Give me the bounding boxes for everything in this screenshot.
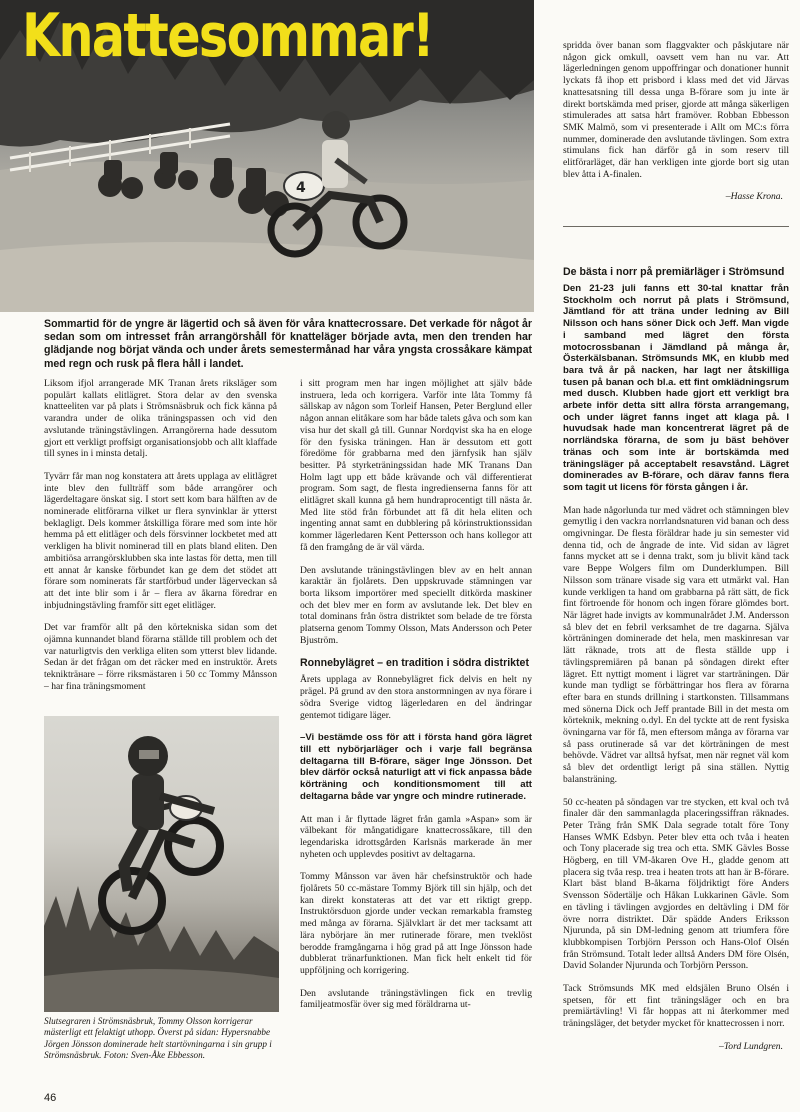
paragraph: Liksom ifjol arrangerade MK Tranan årets riksläger som populärt kallats elitlägret. Stora delar av den svenska knatteeliten var på plats i Strömsnäsbruk och fick känna på varandra under de olika träningspassen och vid den avslutande träningstävlingen. Arrangörerna hade dessutom gjort ett verkligt proffsigt organisationsjobb och allt klaffade till synes in i minsta detalj. bbox=[44, 378, 277, 460]
photo-caption: Slutsegraren i Strömsnäsbruk, Tommy Olsson korrigerar mästerligt ett felaktigt uthopp. Överst på sidan: Hypersnabbe Jörgen Jönsson dominerade helt startövningarna i sin grupp i Strömsnäsbruk. Foton: Sven-Åke Ebbesson. bbox=[44, 1016, 272, 1060]
intro-paragraph: Sommartid för de yngre är lägertid och så även för våra knattecrossare. Det verkade för något år sedan som om intresset från arrangörshåll för knatteläger började avta, men den trenden har glädjande nog börjat vända och under årets semestermånad har våra yngsta crossåkare kämpat med regn och rusk på flera håll i landet. bbox=[44, 318, 532, 370]
paragraph: Tommy Månsson var även här chefsinstruktör och hade fjolårets 50 cc-mästare Tommy Björk till sin hjälp, och det kan direkt konstateras att det var ett riktigt grepp. Instruktörsduon gjorde under veckan remarkabla framsteg med många av förarna. Självklart är det mer tacksamt att lära nybörjare än mer rutinerade förare, men tveklöst berodde framgångarna i hög grad på att Inge Jönsson hade dubblerat tränarfunktionen. Man fick helt enkelt tid för uppföljning och korrigering. bbox=[300, 871, 532, 976]
paragraph: 50 cc-heaten på söndagen var tre stycken, ett kval och två finaler där den sammanlagda placeringssiffran räknades. Peter Träng från SMK Dala segrade totalt före Tony Hanses WMK Edsbyn. Peter blev etta och tvåa i heaten och Tony placerade sig trea och etta. SMK Gävles Bosse Högberg, en till VM-åkaren Ove H., gladde genom att placera sig tvåa resp. trea i heaten trots att han är B-förare. Klart bäst bland B-åkarna följdriktigt före Anders Svensson Södertälje och Håkan Lukkarinen Gävle. Som en tävling i tävlingen avgjordes en deltävling i DM för övre norra distriktet. Där spädde Anders Eriksson Njurunda, på sin DM-ledning genom att triumfera före klubbkompisen Torbjörn Persson och Hans-Olof Olsén från Strömsund. Totalt leder alltså Anders DM före Olsén, David Solander Njurunda och Torbjörn Persson. bbox=[563, 796, 789, 972]
page-number: 46 bbox=[44, 1092, 57, 1104]
column-3-top bbox=[563, 40, 789, 203]
quote-paragraph: –Vi bestämde oss för att i första hand göra lägret till ett nybörjarläger och i varje fall begränsa deltagarna till B-förare, säger Inge Jönsson. Det blev därför också naturligt att vi fick anpassa både körträning och konditionsmoment till att deltagarna både var yngre och mindre rutinerade. bbox=[300, 732, 532, 802]
section-heading-ronneby: Ronnebylägret – en tradition i södra distriktet bbox=[300, 657, 529, 670]
paragraph: Den avslutande träningstävlingen blev av en helt annan karaktär än fjolårets. Den uppskruvade stämningen var borta liksom importörer med speciellt ditkörda maskiner och det blev mer en form av avslutande lek. Det blev en total dominans från östra distriktet som belade de tre första platserna genom Tommy Olsson, Mats Andersson och Peter Bjuström. bbox=[300, 564, 532, 646]
paragraph: i sitt program men har ingen möjlighet att själv både instruera, leda och korrigera. Varför inte låta Tommy få sällskap av någon som Torleif Hansen, Peter Berglund eller någon annan elitåkare som har både talets gåva och som kan visa hur det skall gå till. Gunnar Nordqvist ska ha en eloge för den fysiska träningen. Han är dessutom ett gott föredöme för grabbarna med den järnfysik han själv besitter. På styrketräningssidan hade MK Tranans Dan Holm lagt upp ett både krävande och väl differentierat program. Som sagt, de flesta ingredienserna fanns för att elitlägret skall kunna gå hem hundraprocentigt till nästa år. Med lite stöd från förbundet att få dit hela eliten och ingenting annat samt en dubblering på körinstruktionssidan kommer lägerledaren Kent Pettersson och hans kollegor att få den framgång de är väl värda. bbox=[300, 378, 532, 553]
paragraph: Tack Strömsunds MK med eldsjälen Bruno Olsén i spetsen, för ett fint träningsläger och en bra premiärtävling! Vi får hoppas att ni återkommer med träningsläger, det betyder mycket för knattecrossen i norr. bbox=[563, 983, 789, 1030]
svg-text:4: 4 bbox=[296, 180, 306, 196]
section-divider bbox=[563, 226, 789, 227]
column-2 bbox=[300, 378, 532, 1011]
paragraph: spridda över banan som flaggvakter och påskjutare när någon gick omkull, oavsett vem han nu var. Att lägerledningen genom uppoffringar och donationer hunnit lyckats få ihop ett prisbord i klass med det vid Järvas knattesatsning till dessa unga B-förare som ju inte är direkt bortskämda med priser, gjorde att många säkerligen stimulerades att satsa hårt framöver. Robban Ebbesson SMK Malmö, som vi presenterade i Allt om MC:s förra nummer, dominerade den avslutande tävlingen. Som extra stimulans fick han därför gå in som reserv till elitförarläget, där han verkligen inte gjorde bort sig utan blev åtta i A-finalen. bbox=[563, 40, 789, 180]
jump-photo bbox=[44, 716, 279, 1012]
author-signature: –Tord Lundgren. bbox=[719, 1040, 783, 1052]
paragraph: Man hade någorlunda tur med vädret och stämningen blev gemytlig i den vackra norrlandsnaturen vid banan och dess omgivningar. De flesta föräldrar hade ju sin semester vid denna tid, och de ångrade de inte. Vid sidan av lägret fanns mycket att se i denna trakt, som ju blivit känd tack vare Beppe Wolgers film om Dunderklumpen. Bill Nilsson som tränare visade sig vara ett utmärkt val. Han kunde verkligen ta hand om grabbarna på rätt sätt, de fick fint förtroende för honom och ingen förare glömdes bort. När lägret hade invigts av kommunalrådet J.M. Andersson så blev det en febril verksamhet de tre dagarna. Själva körträningen dominerade det hela, men maskinresan var lätt räknade, trots att de flesta ställde upp i tävlingspremiären på banan på söndagen direkt efter lägret. Ett nyttigt moment i lägret var starträningen. Där kunde man tydligt se förbättringar hos flera av förarna efter bara en stunds drillning i startkonsten. Tillsammans med sönerna Dick och Jeff prantade Bill in det mesta om körteknik, mekning o.dyl. En del tyckte att de rent fysiska övningarna var för få, men eftersom många av förarna var så pass orutinerade så var det körträningen de mest behövde. Vädret var alltså hyfsat, men när regnet väl kom så blev det ordentligt lerigt på sina ställen. Nyttig balansträning. bbox=[563, 504, 789, 785]
paragraph: Den avslutande träningstävlingen fick en trevlig familjeatmosfär över sig med föräldrarna ut- bbox=[300, 987, 532, 1011]
column-1 bbox=[44, 378, 277, 693]
lead-paragraph: Den 21-23 juli fanns ett 30-tal knattar från Stockholm och norrut på plats i Strömsund, Jämtland för att träna under ledning av Bill Nilsson och hans söner Dick och Jeff. Man vigde i samband med lägret den första motocrossbanan i Jämdland på många år, Österkälsbanan. Strömsunds MK, en klubb med bara två år på nacken, har lagt ner åtskilliga tusen på banan och bl.a. ett fint omklädningsrum med dusch. Klubben hade gjort ett verkligt bra arbete inför detta sitt allra första arrangemang, och under lägret fanns inget att klaga på. I huvudsak hade man koncentrerat lägret på de norrländska förarna, de som ju bäst behöver tränas och som inte är bortskämda med träningsläger på acceptabelt resavstånd. Lägret dominerades av B-förare, och därav fanns flera som tagit ut licens för första gången i år. bbox=[563, 283, 789, 493]
paragraph: Det var framför allt på den körtekniska sidan som det ojämna kunnandet bland förarna ställde till problem och det var naturligtvis den verkliga eliten som ytterst blev lidande. Sedan är det frågan om det räcker med en instruktör. Årets teknikträнare – förre riksmästaren i 50 cc Tommy Månsson – har fina träningsmoment bbox=[44, 622, 277, 692]
motocross-jump-photo-icon bbox=[44, 716, 279, 1012]
section-heading-stromsund: De bästa i norr på premiärläger i Strömsund bbox=[563, 266, 785, 278]
column-3-bottom bbox=[563, 266, 789, 1053]
hero-photo bbox=[0, 0, 534, 312]
headline: Knattesommar! bbox=[22, 1, 433, 71]
paragraph: Att man i år flyttade lägret från gamla »Aspan» som är välbekant för mångatidigare knattecrossåkare, till den legendariska idrottsgården Karlsnäs markerade än mer nyheten och upplevdes positivt av deltagarna. bbox=[300, 813, 532, 860]
paragraph: Tyvärr får man nog konstatera att årets upplaga av elitlägret inte blev den fullträff som både arrangörer och lägerdeltagare önskat sig. I stort sett kom bara hälften av de nominerade elitförarna vilket ur flera synvinklar är ytterst beklagligt. Dels kommer åtskilliga förare med som inte hör hemma på ett elitläger och dels försvinner lockbetet med att verkligen ha blivit nominerad till en plats bland eliten. Den ambitiösa arrangörsklubben ska inte lastas för detta, men till ett annat år kanske förbundet kan ge dem det stödet att förare som nominerats får startförbud under lägerveckan så att det inte blir som i år – flera av åkarna föredrar en inbjudningstävling framför sitt eget elitläger. bbox=[44, 470, 277, 611]
paragraph: Årets upplaga av Ronnebylägret fick delvis en helt ny prägel. På grund av den stora anstormningen av nya förare i södra Sverige vidtog lägerledaren en del ändringar gentemot tidigare läger. bbox=[300, 674, 532, 721]
author-signature: –Hasse Krona. bbox=[725, 191, 783, 203]
